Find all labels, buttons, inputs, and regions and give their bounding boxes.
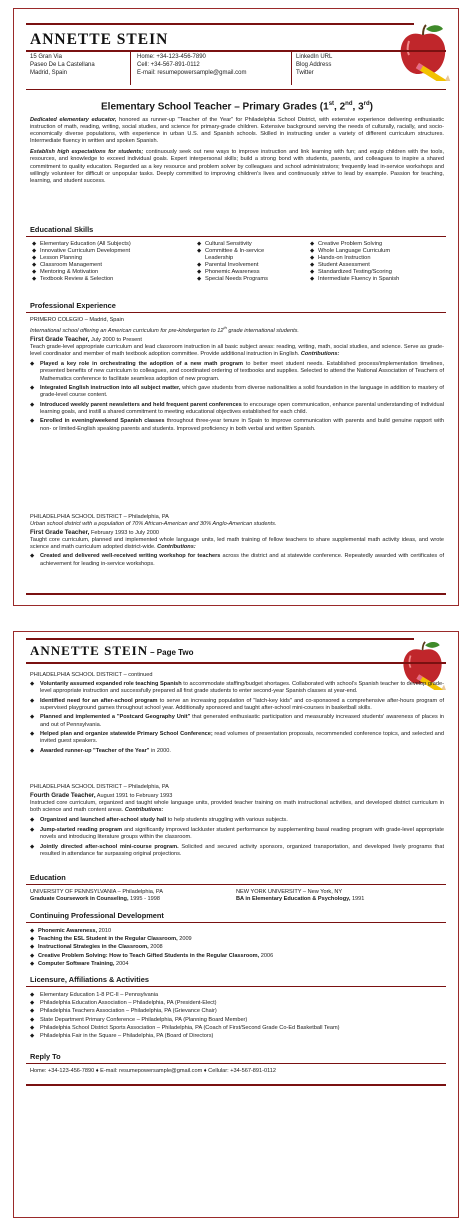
job-primero bbox=[30, 317, 444, 435]
phone-email-block bbox=[137, 53, 246, 78]
blog-link[interactable]: Blog Address bbox=[296, 62, 332, 69]
skill-item: ◆ Standardized Testing/Scoring bbox=[310, 269, 392, 276]
skill-item: ◆ Student Assessment bbox=[310, 262, 370, 269]
employer: PRIMERO COLEGIO – Madrid, Spain bbox=[30, 317, 124, 323]
contact-divider bbox=[291, 52, 292, 85]
school: UNIVERSITY OF PENNSYLVANIA – Philadelphia, PA bbox=[30, 889, 163, 895]
employer-description: Urban school district with a population of 70% African-American and 30% Anglo-American students. bbox=[30, 521, 277, 528]
apple-pencil-icon bbox=[399, 23, 455, 81]
affiliation-item: ◆ Philadelphia School District Sports Association – Philadelphia, PA (Coach of First/Second Grade Co-Ed Basketball Team) bbox=[30, 1024, 340, 1031]
employer: PHILADELPHIA SCHOOL DISTRICT – Philadelphia, PA bbox=[30, 784, 169, 790]
header-top-rule bbox=[26, 638, 414, 640]
achievement-item: ◆ Enrolled in evening/weekend Spanish classes throughout three-year tenure in Spain to improve communication with parents and build genuine rapport with non- or limited-English speaking parents and students. Improved proficiency in both verbal and written Spanish. bbox=[30, 418, 444, 432]
job-philadelphia-fourth-grade bbox=[30, 784, 444, 860]
skill-item: ◆ Textbook Review & Selection bbox=[32, 276, 114, 283]
employer-description: International school offering an American curriculum for pre-kindergarten to 12th grade international students. bbox=[30, 325, 299, 334]
degree: BA in Elementary Education & Psychology, 1991 bbox=[236, 896, 365, 903]
skills-heading: Educational Skills bbox=[30, 225, 94, 234]
skill-item: ◆ Cultural Sensitivity bbox=[197, 241, 252, 247]
affiliation-item: ◆ Elementary Education 1-8 PC-II – Pennsylvania bbox=[30, 992, 159, 998]
affiliation-item: ◆ Philadelphia Teachers Association – Philadelphia, PA (Grievance Chair) bbox=[30, 1008, 217, 1015]
development-heading: Continuing Professional Development bbox=[30, 911, 164, 920]
address-line: Madrid, Spain bbox=[30, 70, 68, 77]
achievement-item: ◆ Identified need for an after-school program to serve an increasing population of "latch-key kids" and co-sponsored a comprehensive after-hours program of supervised playground games throughout school year. Additionally sponsored and taught after-school mini-courses in basketball skills. bbox=[30, 697, 444, 711]
target-title: Elementary School Teacher – Primary Grades (1st, 2nd, 3rd) bbox=[101, 101, 373, 113]
skill-item: ◆ Phonemic Awareness bbox=[197, 269, 260, 276]
skills-column bbox=[197, 241, 268, 284]
skill-item: ◆ Intermediate Fluency in Spanish bbox=[310, 276, 400, 283]
affiliation-item: ◆ Philadelphia Fair in the Square – Philadelphia, PA (Board of Directors) bbox=[30, 1033, 214, 1040]
achievement-item: ◆ Created and delivered well-received writing workshop for teachers across the district and at statewide conference. Repeatedly awarded with certificates of achievement for leading in-service workshops. bbox=[30, 553, 444, 567]
reply-contact-line: Home: +34-123-456-7890 ♦ E-mail: resumepowersample@gmail.com ♦ Cellular: +34-567-891-0112 bbox=[30, 1068, 277, 1074]
resume-page-one bbox=[13, 8, 459, 606]
section-rule bbox=[26, 312, 446, 313]
reply-heading: Reply To bbox=[30, 1052, 61, 1061]
skills-column bbox=[32, 241, 131, 284]
course-item: ◆ Creative Problem Solving: How to Teach Gifted Students in the Regular Classroom, 2006 bbox=[30, 952, 274, 959]
contact-rule bbox=[26, 89, 446, 90]
candidate-name: ANNETTE STEIN – Page Two bbox=[30, 643, 194, 658]
skill-item: ◆ Special Needs Programs bbox=[197, 276, 268, 283]
skills-column bbox=[310, 241, 399, 284]
header-top-rule bbox=[26, 23, 414, 25]
achievement-item: ◆ Voluntarily assumed expanded role teaching Spanish to accommodate staffing/budget shortages. Collaborated with school's Spanish teacher to develop grade-level appropriate instruction and successfully prepared all first grade students to enter second-year Spanish classes at year-end. bbox=[30, 681, 445, 695]
job-title-line: First Grade Teacher, July 2000 to Present bbox=[30, 336, 142, 344]
skill-item: ◆ Creative Problem Solving bbox=[310, 241, 383, 247]
development-list bbox=[30, 927, 444, 968]
course-item: ◆ Teaching the ESL Student in the Regular Classroom, 2009 bbox=[30, 936, 192, 943]
job-summary: Instructed core curriculum, organized and taught whole language units, provided teacher training on math instructional activities, and developed district curriculum in both science and math content areas. Contributions: bbox=[30, 800, 444, 814]
skill-item: ◆ Whole Language Curriculum bbox=[310, 248, 391, 255]
header-rule bbox=[26, 50, 446, 52]
skill-item: ◆ Committee & In-service bbox=[197, 248, 265, 255]
achievement-item: ◆ Introduced weekly parent newsletters and held frequent parent conferences to encourage open communication, enhance parental understanding of individual learning goals, and instill a shared commitment to meeting educational objectives established for each child. bbox=[30, 401, 444, 415]
affiliation-item: ◆ State Department Primary Conference – Philadelphia, PA (Planning Board Member) bbox=[30, 1016, 248, 1023]
skill-item: ◆ Classroom Management bbox=[32, 262, 102, 269]
job-summary: Taught core curriculum, planned and implemented whole language units, led math training of fellow teachers to share supplemental math activity ideas, and wrote science and math curriculum adopted district-wide. Contributions: bbox=[30, 537, 444, 551]
job-summary: Teach grade-level appropriate curriculum and lead classroom instruction in all basic subject areas: reading, writing, math, social studies, and science. Serve as grade-level coordinator and member of math textbook adoption committee. Provide additional instruction in English. Contributions: bbox=[30, 344, 444, 358]
footer-rule bbox=[26, 1084, 446, 1086]
header-rule bbox=[26, 662, 446, 664]
address-line: Paseo De La Castellana bbox=[30, 62, 95, 69]
employer: PHILADELPHIA SCHOOL DISTRICT – Philadelphia, PA bbox=[30, 514, 169, 520]
achievement-item: ◆ Planned and implemented a "Postcard Geography Unit" that generated enthusiastic participation and measurably increased students' awareness of places in and out of Pennsylvania. bbox=[30, 714, 444, 728]
skill-item: ◆ Parental Involvement bbox=[197, 262, 259, 269]
achievement-item: ◆ Jump-started reading program and significantly improved lackluster student performance by supplementing basal reading program with grade-level appropriate novels and introducing literature groups within the classroom. bbox=[30, 826, 444, 841]
job-title-line: Fourth Grade Teacher, August 1991 to February 1993 bbox=[30, 792, 173, 800]
course-item: ◆ Computer Software Training, 2004 bbox=[30, 960, 129, 967]
address-block bbox=[30, 53, 95, 78]
degree: Graduate Coursework in Counseling, 1995 - 1998 bbox=[30, 896, 160, 903]
section-rule bbox=[26, 236, 446, 237]
skill-item: ◆ Elementary Education (All Subjects) bbox=[32, 241, 131, 247]
section-rule bbox=[26, 884, 446, 885]
job-philadelphia-first-grade bbox=[30, 514, 444, 570]
skill-item: ◆ Hands-on Instruction bbox=[310, 255, 371, 262]
education-right bbox=[236, 889, 446, 903]
contact-divider bbox=[130, 52, 131, 85]
employer: PHILADELPHIA SCHOOL DISTRICT – continued bbox=[30, 672, 153, 678]
experience-heading: Professional Experience bbox=[30, 301, 116, 310]
linkedin-link[interactable]: LinkedIn URL bbox=[296, 54, 333, 60]
address-line: 15 Gran Via bbox=[30, 54, 62, 60]
home-phone: Home: +34-123-456-7890 bbox=[137, 54, 206, 60]
online-block bbox=[296, 53, 332, 78]
achievement-item: ◆ Awarded runner-up "Teacher of the Year" in 2000. bbox=[30, 747, 171, 754]
school: NEW YORK UNIVERSITY – New York, NY bbox=[236, 889, 343, 895]
email-link[interactable]: E-mail: resumepowersample@gmail.com bbox=[137, 70, 247, 77]
resume-page-two bbox=[13, 631, 459, 1218]
footer-rule bbox=[26, 593, 446, 595]
job-philadelphia-continued bbox=[30, 672, 444, 757]
skill-item: ◆ Innovative Curriculum Development bbox=[32, 248, 131, 255]
section-rule bbox=[26, 1063, 446, 1064]
achievement-item: ◆ Jointly directed after-school mini-course program. Solicited and secured activity sponsors, organized transportation, and developed lively programs that resulted in attendance far surpassing original projections. bbox=[30, 843, 444, 857]
education-heading: Education bbox=[30, 873, 66, 882]
summary: Dedicated elementary educator, honored as runner-up "Teacher of the Year" for Philadelphia School District, with extensive experience delivering enthusiastic instruction of math, reading, writing, social studies, and science for primary-grade children. Extensive background serving the needs of culturally, racially, and socio-economically diverse populations, with experience in urban U.S. and Spanish schools. Skilled in instructing under a variety of different curriculum structures. Intermediate fluency in written and spoken Spanish. Establish high expectations for students; continuously seek out new ways to improve instruction and link learning with fun; and equip children with the tools, resources, and knowledge to exceed individual goals. Expert interpersonal skills; build a strong bond with students, parents, and colleagues to inspire a shared commitment to quality education. Regarded as a key resource and problem solver by colleagues and school administrators; frequently lead in-service workshops and willingly volunteer for difficult or unpopular tasks. Deeply committed to improving children's lives and continuously strive to lead by example. Passion for teaching, learning, and student success. bbox=[30, 117, 444, 184]
section-rule bbox=[26, 922, 446, 923]
page-two-label: – Page Two bbox=[150, 648, 194, 657]
cell-phone: Cell: +34-567-891-0112 bbox=[137, 62, 200, 69]
twitter-link[interactable]: Twitter bbox=[296, 70, 314, 77]
achievement-item: ◆ Organized and launched after-school study hall to help students struggling with various subjects. bbox=[30, 817, 288, 824]
candidate-name: ANNETTE STEIN bbox=[30, 31, 169, 48]
achievement-item: ◆ Played a key role in orchestrating the adoption of a new math program to better meet student needs. Established process/implementation timelines, presented benefits of new curriculum to colleagues, and coordinated ordering of textbooks and supplies. Selected to attend the National Association of Teachers of Mathematics conference to facilitate seamless adoption of new program. bbox=[30, 361, 444, 382]
achievement-item: ◆ Helped plan and organize statewide Primary School Conference; read volumes of presentation proposals, recommended conference topics, and selected and invited guest speakers. bbox=[30, 731, 444, 745]
course-item: ◆ Phonemic Awareness, 2010 bbox=[30, 928, 112, 934]
job-title-line: First Grade Teacher, February 1993 to July 2000 bbox=[30, 529, 160, 537]
achievement-item: ◆ Integrated English instruction into all subject matter, which gave students from diverse nationalities a solid foundation in the language in addition to mastery of grade-level course content. bbox=[30, 385, 444, 399]
course-item: ◆ Instructional Strategies in the Classroom, 2008 bbox=[30, 944, 163, 951]
skill-item: Leadership bbox=[205, 255, 234, 262]
section-rule bbox=[26, 986, 446, 987]
affiliation-item: ◆ Philadelphia Education Association – Philadelphia, PA (President-Elect) bbox=[30, 1000, 217, 1007]
skill-item: ◆ Lesson Planning bbox=[32, 255, 83, 262]
licensure-list bbox=[30, 991, 444, 1040]
skill-item: ◆ Mentoring & Motivation bbox=[32, 269, 99, 276]
licensure-heading: Licensure, Affiliations & Activities bbox=[30, 975, 149, 984]
